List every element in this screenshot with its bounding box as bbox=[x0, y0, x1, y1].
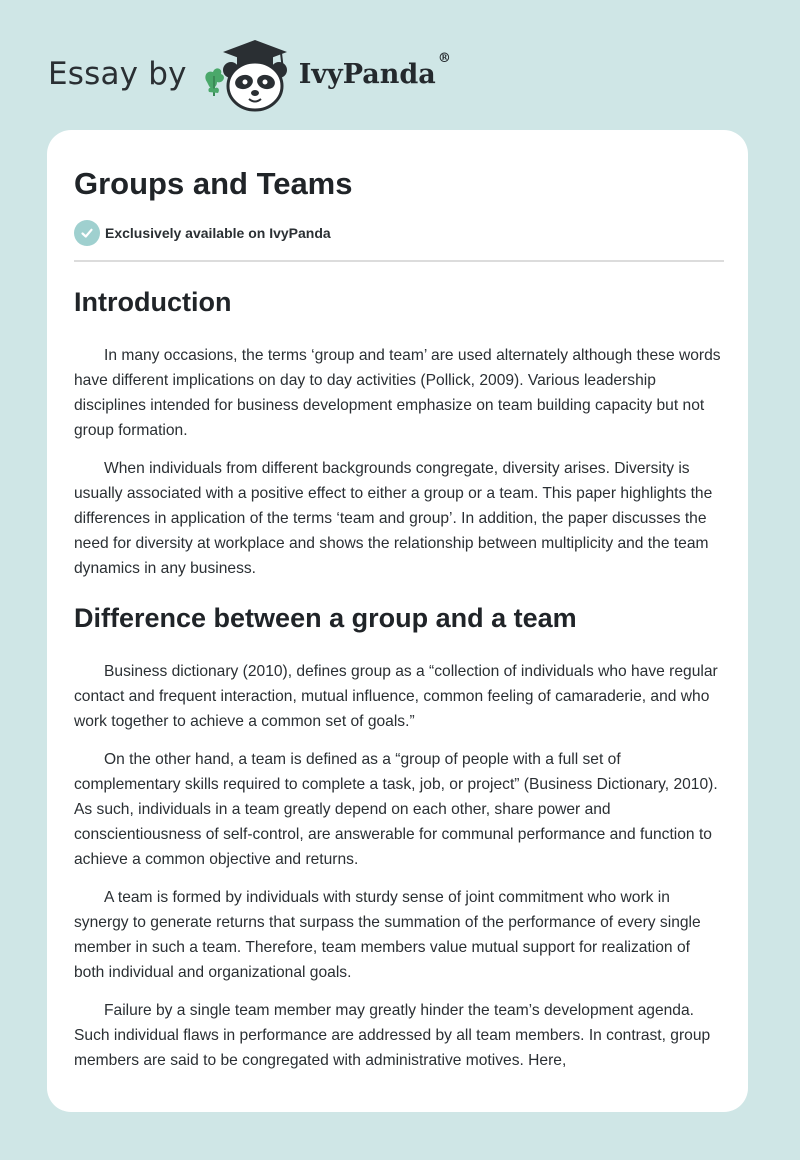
exclusive-badge bbox=[74, 220, 722, 246]
paragraph: A team is formed by individuals with sturdy sense of joint commitment who work in synergy to generate returns that surpass the summation of the performance of every single member in such a team. Therefore, team members value mutual support for realization of both individual and organizational goals. bbox=[74, 889, 701, 981]
site-header bbox=[48, 36, 451, 112]
section-heading-introduction: Introduction bbox=[74, 287, 232, 317]
paragraph: On the other hand, a team is defined as a “group of people with a full set of complementary skills required to complete a task, job, or project” (Business Dictionary, 2010). As such, individuals in a team greatly depend on each other, share power and conscientiousness of self-control, are answerable for communal performance and function to achieve a common objective and returns. bbox=[74, 751, 718, 868]
divider bbox=[74, 260, 724, 262]
article-content bbox=[74, 164, 722, 1073]
check-icon bbox=[74, 220, 100, 246]
essay-by-label: Essay by bbox=[48, 56, 187, 92]
article-card bbox=[47, 130, 748, 1112]
brand-name[interactable]: IvyPanda® bbox=[298, 50, 451, 90]
page-title: Groups and Teams bbox=[74, 166, 353, 201]
exclusive-label: Exclusively available on IvyPanda bbox=[105, 225, 331, 241]
paragraph: Business dictionary (2010), defines group as a “collection of individuals who have regular contact and frequent interaction, mutual influence, common feeling of camaraderie, and who work together to achieve a common set of goals.” bbox=[74, 663, 718, 730]
paragraph: Failure by a single team member may greatly hinder the team’s development agenda. Such individual flaws in performance are addressed by all team members. In contrast, group members are said to be congregated with administrative motives. Here, bbox=[74, 1002, 711, 1069]
paragraph: When individuals from different backgrounds congregate, diversity arises. Diversity is usually associated with a positive effect to either a group or a team. This paper highlights the differences in application of the terms ‘team and group’. In addition, the paper discusses the need for diversity at workplace and shows the relationship between multiplicity and the team dynamics in any business. bbox=[74, 460, 713, 577]
panda-graduation-cap-logo-icon[interactable] bbox=[201, 36, 293, 112]
paragraph: In many occasions, the terms ‘group and team’ are used alternately although these words have different implications on day to day activities (Pollick, 2009). Various leadership disciplines intended for business development emphasize on team building capacity but not group formation. bbox=[74, 347, 721, 439]
registered-mark: ® bbox=[437, 50, 451, 66]
section-heading-difference: Difference between a group and a team bbox=[74, 603, 577, 633]
